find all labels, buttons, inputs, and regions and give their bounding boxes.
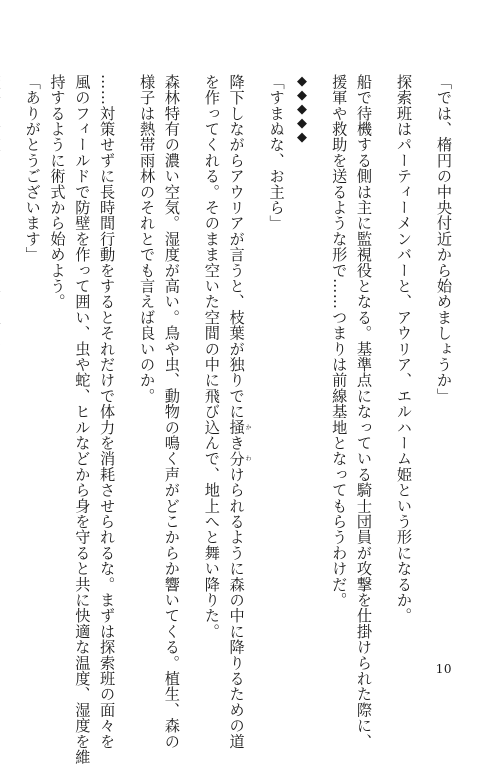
- text-line: 風のフィールドで防壁を作って囲い、虫や蛇、ヒルなどから身を守ると共に快適な温度、湿度を維: [73, 74, 92, 765]
- text-line: を作ってくれる。そのまま空いた空間の中に飛び込んで、地上へと舞い降りた。: [202, 74, 221, 640]
- ruby-annotation: 掻か: [227, 419, 252, 436]
- page-number: 10: [435, 662, 452, 676]
- text-line: 「すまぬな、お主ら」: [267, 74, 286, 231]
- text-line: 持するように術式から始めよう。: [48, 74, 67, 310]
- text-line-with-ruby: [224, 74, 264, 750]
- text-segment: 降下しながらアウリアが言うと、枝葉が独りでに: [227, 74, 246, 420]
- text-line: 「では、楕円の中央付近から始めましょうか」: [435, 74, 453, 404]
- text-line: [0, 74, 20, 634]
- text-line: 船で待機する側は主に監視役となる。基準点になっている騎士団員が攻撃を仕掛けられた際に、: [355, 74, 374, 750]
- ruby-annotation: 分わ: [227, 450, 252, 467]
- text-line: 「ありがとうございます」: [23, 74, 42, 263]
- text-line: ……対策せずに長時間行動をするとそれだけで体力を消耗させられるな。まずは探索班の面々を: [98, 74, 117, 750]
- text-line: 様子は熱帯雨林のそれとでも言えば良いのか。: [138, 74, 157, 404]
- section-separator: ◆◆◆◆◆: [294, 74, 310, 144]
- text-line: 探索班はパーティーメンバーと、アウリア、エルハーム姫という形になるか。: [395, 74, 414, 624]
- text-line: 援軍や救助を送るような形で……つまりは前線基地となってもらうわけだ。: [330, 74, 349, 608]
- text-line: 森林特有の濃い空気。湿度が高い。鳥や虫、動物の鳴く声がどこからか響いてくる。植生、森の: [162, 74, 181, 750]
- text-segment: き: [227, 435, 246, 451]
- text-segment: けられるように森の中に降りるための道: [227, 466, 246, 750]
